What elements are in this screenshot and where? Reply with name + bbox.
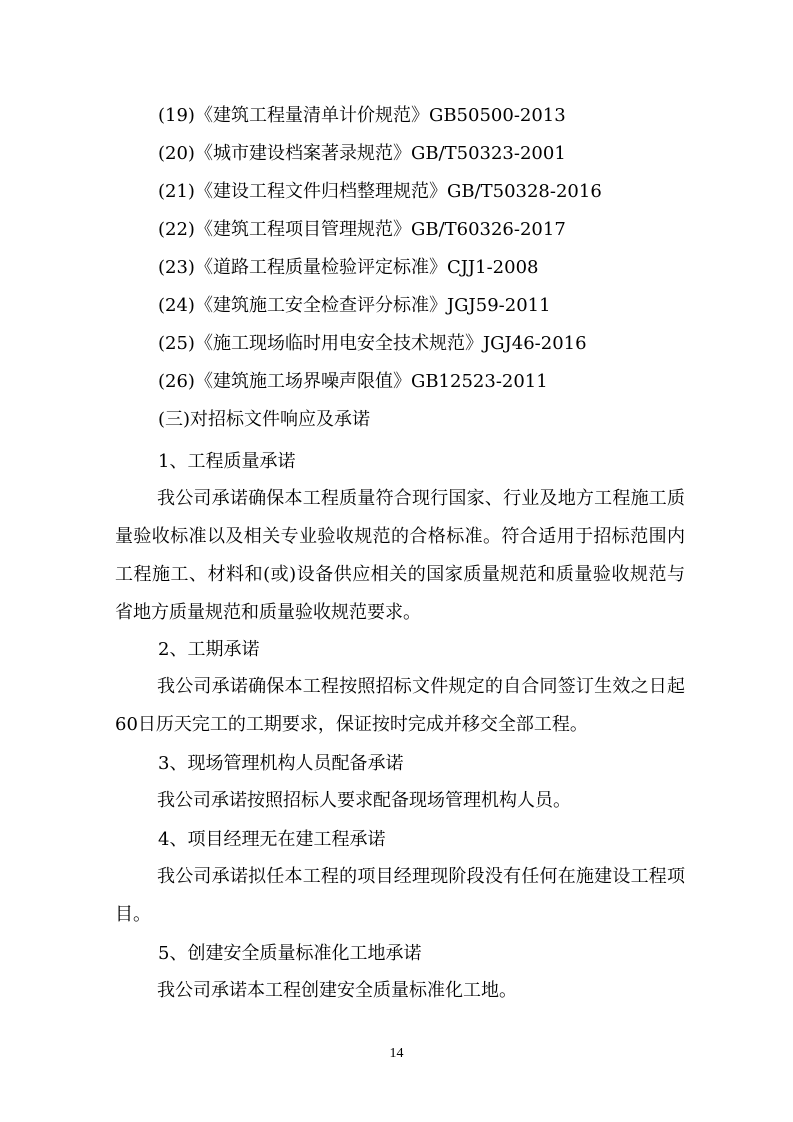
commitment-title-4: 4、项目经理无在建工程承诺 (158, 829, 386, 850)
commitment-title-2: 2、工期承诺 (158, 639, 260, 660)
commitment-title-3: 3、现场管理机构人员配备承诺 (158, 753, 404, 774)
standard-item-25: (25)《施工现场临时用电安全技术规范》JGJ46-2016 (158, 333, 587, 354)
commitment-body-3: 我公司承诺按照招标人要求配备现场管理机构人员。 (157, 790, 571, 811)
page-number: 14 (389, 1046, 404, 1061)
standard-item-23: (23)《道路工程质量检验评定标准》CJJ1-2008 (158, 257, 539, 278)
commitment-title-5: 5、创建安全质量标准化工地承诺 (158, 943, 422, 964)
commitment-body-5: 我公司承诺本工程创建安全质量标准化工地。 (157, 980, 517, 1001)
commitment-body-1: 我公司承诺确保本工程质量符合现行国家、行业及地方工程施工质量验收标准以及相关专业验收规范的合格标准。符合适用于招标范围内工程施工、材料和(或)设备供应相关的国家质量规范和质量验收规范与省地方质量规范和质量验收规范要求。 (115, 488, 685, 623)
standard-item-24: (24)《建筑施工安全检查评分标准》JGJ59-2011 (158, 295, 551, 316)
standard-item-20: (20)《城市建设档案著录规范》GB/T50323-2001 (158, 143, 566, 164)
commitment-title-1: 1、工程质量承诺 (158, 451, 296, 472)
commitment-body-4: 我公司承诺拟任本工程的项目经理现阶段没有任何在施建设工程项目。 (115, 866, 685, 925)
standard-item-26: (26)《建筑施工场界噪声限值》GB12523-2011 (158, 371, 548, 392)
commitment-body-2: 我公司承诺确保本工程按照招标文件规定的自合同签订生效之日起60日历天完工的工期要求，保证按时完成并移交全部工程。 (115, 676, 685, 735)
standard-item-21: (21)《建设工程文件归档整理规范》GB/T50328-2016 (158, 181, 602, 202)
section-heading: (三)对招标文件响应及承诺 (158, 409, 371, 430)
standard-item-19: (19)《建筑工程量清单计价规范》GB50500-2013 (158, 105, 566, 126)
standard-item-22: (22)《建筑工程项目管理规范》GB/T60326-2017 (158, 219, 566, 240)
